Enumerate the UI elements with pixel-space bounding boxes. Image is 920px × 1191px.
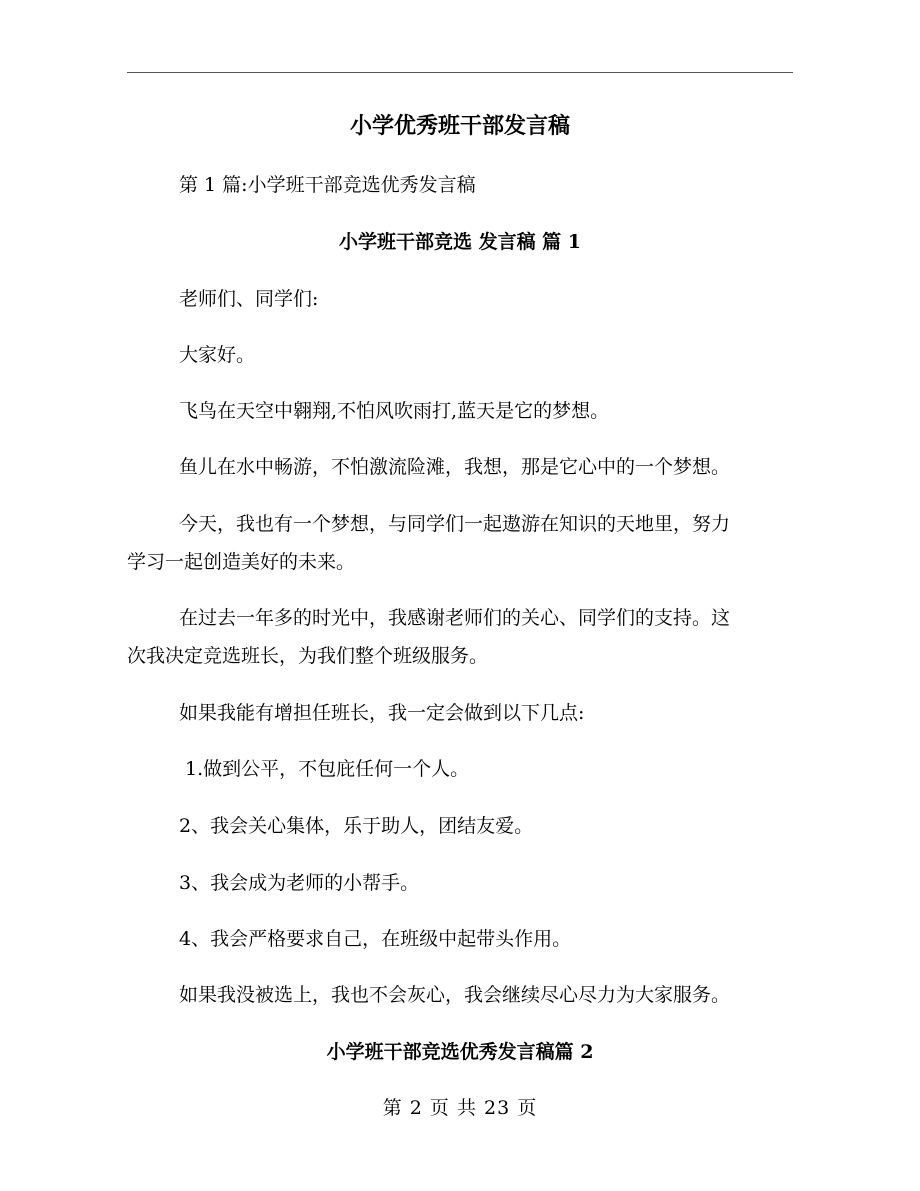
section-1-heading: 小学班干部竞选 发言稿 篇 1 (338, 231, 582, 253)
list-item: 3、我会成为老师的小帮手。 (179, 872, 420, 894)
paragraph-fish: 鱼儿在水中畅游，不怕激流险滩，我想，那是它心中的一个梦想。 (179, 456, 731, 478)
hello-line: 大家好。 (179, 344, 256, 366)
page-number: 第 2 页 共 23 页 (382, 1097, 538, 1119)
list-item: 4、我会严格要求自己，在班级中起带头作用。 (179, 928, 572, 950)
section-2-heading: 小学班干部竞选优秀发言稿篇 2 (326, 1041, 594, 1063)
article-heading: 第 1 篇:小学班干部竞选优秀发言稿 (179, 174, 476, 196)
paragraph-thanks-line1: 在过去一年多的时光中，我感谢老师们的关心、同学们的支持。这 (179, 607, 731, 629)
list-item: 2、我会关心集体，乐于助人，团结友爱。 (179, 815, 534, 837)
paragraph-thanks-line2: 次我决定竞选班长，为我们整个班级服务。 (127, 645, 489, 667)
document-title: 小学优秀班干部发言稿 (349, 113, 570, 139)
paragraph-bird: 飞鸟在天空中翱翔,不怕风吹雨打,蓝天是它的梦想。 (179, 400, 610, 422)
paragraph-dream-line1: 今天，我也有一个梦想，与同学们一起遨游在知识的天地里，努力 (179, 513, 731, 535)
paragraph-promise: 如果我能有增担任班长，我一定会做到以下几点: (179, 702, 585, 724)
header-rule (127, 72, 793, 73)
greeting: 老师们、同学们: (179, 288, 319, 310)
list-item: 1.做到公平，不包庇任何一个人。 (185, 758, 470, 780)
closing-paragraph: 如果我没被选上，我也不会灰心，我会继续尽心尽力为大家服务。 (179, 984, 731, 1006)
paragraph-dream-line2: 学习一起创造美好的未来。 (127, 551, 356, 573)
